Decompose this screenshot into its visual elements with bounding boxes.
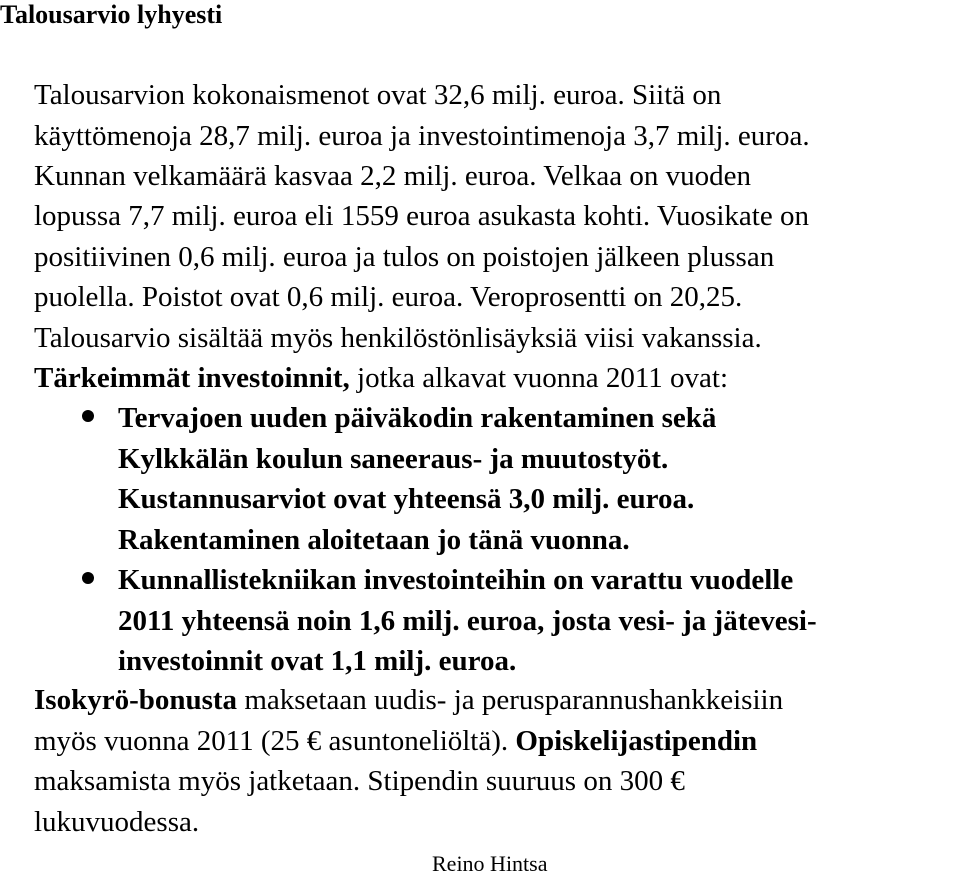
text-line: puolella. Poistot ovat 0,6 milj. euroa. Veroprosentti on 20,25. [34,281,743,313]
page-title: Talousarvio lyhyesti [0,0,223,29]
text-line: Kunnan velkamäärä kasvaa 2,2 milj. euroa. Velkaa on vuoden [34,160,751,192]
text-line: lukuvuodessa. [34,806,200,838]
bullet-line: Kunnallistekniikan investointeihin on varattu vuodelle [118,564,794,596]
scholarship-heading: Opiskelijastipendin [515,725,758,757]
bonus-text: maksetaan uudis- ja perusparannushankkeisiin [237,684,784,716]
bonus-heading: Isokyrö-bonusta [34,684,238,716]
bullet-icon [82,572,94,584]
author-name: Reino Hintsa [432,851,548,876]
bullet-line: 2011 yhteensä noin 1,6 milj. euroa, josta vesi- ja jätevesi- [118,605,817,637]
bullet-icon [82,410,94,422]
text-line [34,721,757,762]
text-line: käyttömenoja 28,7 milj. euroa ja investointimenoja 3,7 milj. euroa. [34,120,810,152]
text-line: Talousarvio sisältää myös henkilöstönlisäyksiä viisi vakanssia. [34,322,762,354]
text-line: maksamista myös jatketaan. Stipendin suuruus on 300 € [34,765,685,797]
bullet-line: Rakentaminen aloitetaan jo tänä vuonna. [118,524,630,556]
text-line: positiivinen 0,6 milj. euroa ja tulos on poistojen jälkeen plussan [34,241,775,273]
text-line: lopussa 7,7 milj. euroa eli 1559 euroa asukasta kohti. Vuosikate on [34,200,809,232]
investments-heading: Tärkeimmät investoinnit, [34,362,350,394]
bullet-line: Kustannusarviot ovat yhteensä 3,0 milj. euroa. [118,483,695,515]
text-line [34,680,783,721]
bullet-line: investoinnit ovat 1,1 milj. euroa. [118,645,517,677]
bullet-line: Kylkkälän koulun saneeraus- ja muutostyöt. [118,443,669,475]
investments-intro-line [34,358,728,399]
bullet-line: Tervajoen uuden päiväkodin rakentaminen sekä [118,402,717,434]
bonus-text: myös vuonna 2011 (25 € asuntoneliöltä). [34,725,516,757]
investments-intro: jotka alkavat vuonna 2011 ovat: [349,362,729,394]
text-line: Talousarvion kokonaismenot ovat 32,6 milj. euroa. Siitä on [34,79,722,111]
